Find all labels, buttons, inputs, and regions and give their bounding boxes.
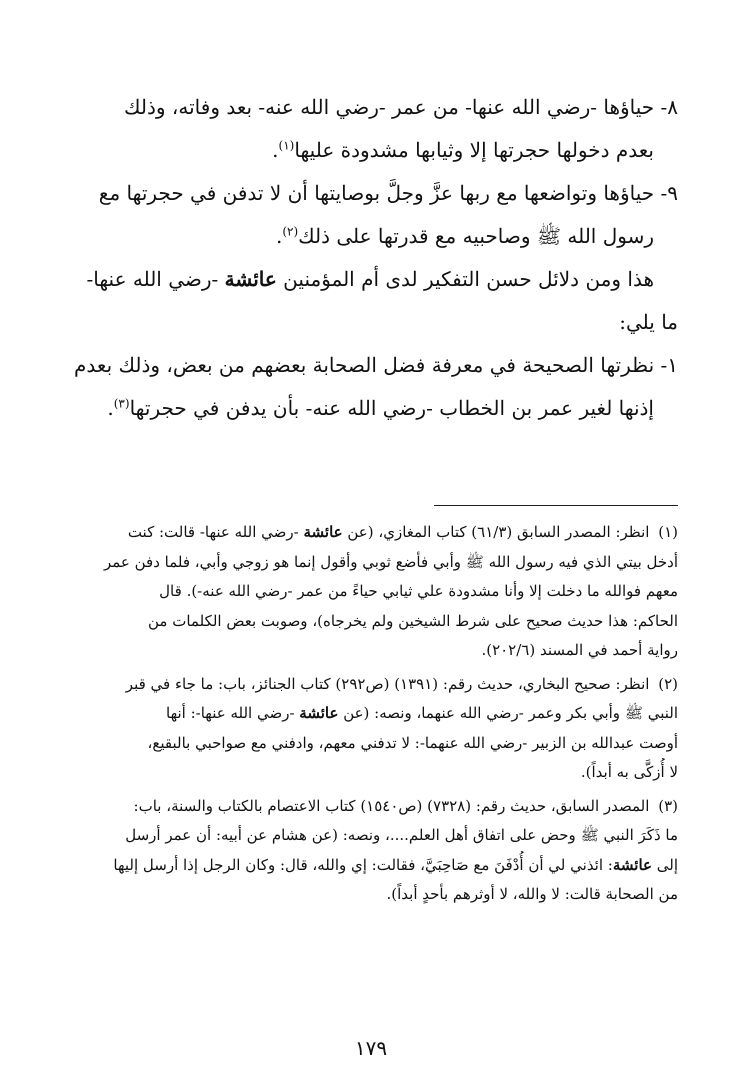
- footnote-text: المصدر السابق، حديث رقم: (٧٣٢٨) (ص١٥٤٠) كتاب الاعتصام بالكتاب والسنة، باب:: [133, 796, 650, 815]
- footnote-text: -رضي الله عنها-: أنها: [166, 704, 300, 722]
- body-text: ما يلي:: [619, 310, 678, 334]
- item-9-line-2: رسول الله ﷺ وصاحبيه مع قدرتها على ذلك$^{(٢)}$.: [275, 224, 654, 248]
- footnote-ref-1[interactable]: (١): [278, 138, 295, 153]
- footnote-text: : ائذني لي أن أُدْفَنَ مع صَاحِبَيَّ، فقالت: إي والله، قال: وكان الرجل إذا أرسل إليها: [113, 855, 613, 874]
- footnote-line: لا أُزكَّى به أبداً).: [580, 763, 678, 781]
- footnote-1: [60, 518, 678, 666]
- footnote-ref-3[interactable]: (٣): [113, 396, 130, 411]
- body-text: بعدم دخولها حجرتها إلا وثيابها مشدودة عليها: [294, 138, 654, 162]
- footnote-line: معهم فوالله ما دخلت إلا وأنا مشدودة علي ثيابي حياءً من عمر -رضي الله عنه-). قال: [159, 582, 678, 600]
- footnote-line: الحاكم: هذا حديث صحيح على شرط الشيخين ولم يخرجاه)، وصوبت بعض الكلمات من: [148, 611, 678, 630]
- item-8-line-2: بعدم دخولها حجرتها إلا وثيابها مشدودة عليها$^{(١)}$.: [272, 138, 654, 162]
- footnote-3: [60, 792, 678, 910]
- footnote-line: رواية أحمد في المسند (٢٠٢/٦).: [481, 641, 678, 659]
- footnote-number: (٢): [658, 674, 678, 693]
- name-aisha: عائشة: [303, 523, 343, 541]
- footnote-line: [60, 699, 678, 729]
- intro-line-1: [60, 258, 678, 301]
- body-text: ٨- حياؤها -رضي الله عنها- من عمر -رضي الله عنه- بعد وفاته، وذلك: [124, 95, 678, 119]
- item-1-line-2: إذنها لغير عمر بن الخطاب -رضي الله عنه- بأن يدفن في حجرتها$^{(٣)}$.: [107, 396, 654, 420]
- page-number: ١٧٩: [354, 1036, 388, 1060]
- footnote-line: من الصحابة قالت: لا والله، لا أوثرهم بأحدٍ أبداً).: [386, 885, 678, 903]
- footnote-number: (٣): [658, 796, 678, 815]
- footnote-text: إلى: [651, 855, 678, 874]
- footnote-line: أوصت عبدالله بن الزبير -رضي الله عنهما-: لا تدفني معهم، وادفني مع صواحبي بالبقيع،: [147, 733, 678, 752]
- footnote-line: [60, 792, 678, 822]
- body-text: رسول الله ﷺ وصاحبيه مع قدرتها على ذلك: [298, 224, 654, 248]
- footnote-line: [60, 518, 678, 548]
- footnote-line: [60, 851, 678, 881]
- footnote-text: النبي ﷺ وأبي بكر وعمر -رضي الله عنهما، ونصه: (عن: [338, 704, 678, 722]
- body-text: -رضي الله عنها-: [86, 267, 225, 291]
- footnote-line: أدخل بيتي الذي فيه رسول الله ﷺ وأبي فأضع ثوبي وأقول إنما هو زوجي وأبي، فلما دفن عمر: [103, 552, 678, 571]
- footnote-number: (١): [658, 523, 678, 541]
- footnote-text: -رضي الله عنها- قالت: كنت: [127, 523, 304, 541]
- item-1-line-1: [60, 344, 678, 387]
- footnote-2: [60, 670, 678, 788]
- body-text: ٩- حياؤها وتواضعها مع ربها عزَّ وجلَّ بوصايتها أن لا تدفن في حجرتها مع: [98, 181, 678, 205]
- footnote-text: انظر: صحيح البخاري، حديث رقم: (١٣٩١) (ص٢٩٢) كتاب الجنائز، باب: ما جاء في قبر: [125, 674, 650, 693]
- name-aisha: عائشة: [299, 704, 339, 722]
- name-aisha: عائشة: [612, 855, 652, 874]
- body-text: هذا ومن دلائل حسن التفكير لدى أم المؤمنين: [276, 267, 654, 291]
- footnote-ref-2[interactable]: (٢): [282, 224, 299, 239]
- item-8-line-1: [60, 86, 678, 129]
- body-text: إذنها لغير عمر بن الخطاب -رضي الله عنه- بأن يدفن في حجرتها: [129, 396, 654, 420]
- main-text: [60, 86, 678, 430]
- intro-line-2: [60, 301, 678, 344]
- body-text: ١- نظرتها الصحيحة في معرفة فضل الصحابة بعضهم من بعض، وذلك بعدم: [74, 353, 678, 377]
- footnote-text: انظر: المصدر السابق (٦١/٣) كتاب المغازي، (عن: [342, 523, 650, 541]
- name-aisha: عائشة: [224, 267, 277, 291]
- footnote-line: [60, 670, 678, 700]
- item-9-line-1: [60, 172, 678, 215]
- footnote-divider: [434, 505, 678, 506]
- footnote-line: ما ذَكَرَ النبي ﷺ وحض على اتفاق أهل العلم....، ونصه: (عن هشام عن أبيه: أن عمر أرسل: [125, 826, 678, 844]
- footnotes: [60, 518, 678, 914]
